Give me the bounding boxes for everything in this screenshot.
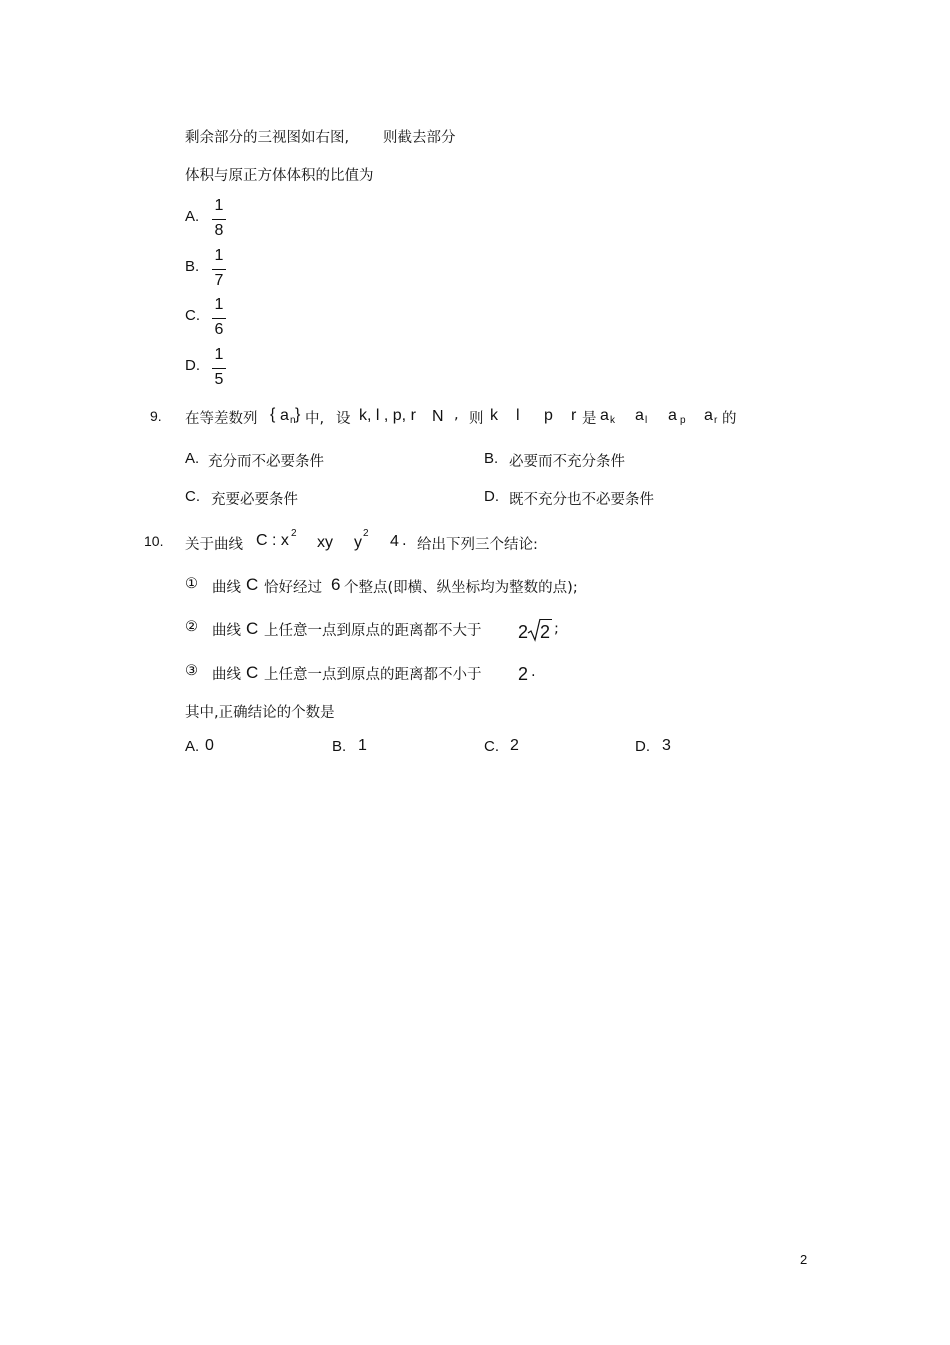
q8-text-line2: 体积与原正方体体积的比值为 bbox=[185, 168, 374, 184]
q10-conclusion1-C: C bbox=[246, 575, 259, 594]
q9-option-b-label: B. bbox=[484, 450, 499, 467]
q10-conclusion1-b: 恰好经过 bbox=[264, 580, 322, 596]
q10-text3: 给出下列三个结论: bbox=[417, 537, 538, 553]
q10-option-d-label: D. bbox=[635, 738, 650, 755]
q9-text7: 的 bbox=[722, 411, 737, 427]
q10-conclusion3-C: C bbox=[246, 663, 259, 682]
q9-sub-r: r bbox=[714, 415, 718, 426]
q9-sub-l: l bbox=[645, 415, 648, 426]
q8-option-b-label: B. bbox=[185, 258, 200, 275]
q10-conclusion2-mark: ② bbox=[185, 619, 198, 635]
q9-option-b-text: 必要而不充分条件 bbox=[509, 454, 625, 470]
q9-text2: 中, bbox=[305, 411, 325, 427]
q9-a-p: a bbox=[668, 407, 677, 424]
q10-option-c-value: 2 bbox=[510, 737, 519, 754]
q10-conclusion2-radicand: 2 bbox=[540, 622, 551, 642]
q9-seq-close: } bbox=[295, 406, 301, 423]
q9-vars: k, l , p, r bbox=[359, 407, 416, 424]
q10-option-d-value: 3 bbox=[662, 737, 671, 754]
q10-period: . bbox=[402, 533, 407, 549]
q10-conclusion1-six: 6 bbox=[331, 575, 341, 594]
page-number: 2 bbox=[800, 1252, 808, 1267]
q10-xy: xy bbox=[317, 534, 333, 551]
q10-conclusion3-val: 2 bbox=[518, 664, 529, 684]
q10-option-b-label: B. bbox=[332, 738, 347, 755]
q9-seq-a: a bbox=[280, 407, 289, 424]
q9-option-c-text: 充要必要条件 bbox=[211, 492, 298, 508]
q10-conclusion1-c: 个整点(即横、纵坐标均为整数的点); bbox=[344, 580, 578, 596]
q8-option-c-label: C. bbox=[185, 307, 200, 324]
fraction-denominator: 8 bbox=[214, 222, 224, 239]
q10-conclusion3-mark: ③ bbox=[185, 663, 198, 679]
q9-seq-open: { bbox=[270, 406, 276, 423]
q10-number: 10. bbox=[144, 533, 164, 549]
fraction-denominator: 7 bbox=[214, 272, 224, 289]
fraction-bar bbox=[212, 269, 226, 270]
q9-p: p bbox=[544, 407, 553, 424]
q9-set-N: N bbox=[432, 408, 444, 425]
q9-sub-k: k bbox=[610, 415, 615, 426]
q10-conclusion2-C: C bbox=[246, 619, 259, 638]
q9-a-l: a bbox=[635, 407, 644, 424]
q9-l: l bbox=[516, 407, 520, 424]
q10-text1: 关于曲线 bbox=[185, 537, 243, 553]
sqrt-sign-icon bbox=[527, 618, 541, 642]
q10-sup-x: 2 bbox=[291, 528, 297, 539]
q10-conclusion3-a: 曲线 bbox=[212, 667, 241, 683]
q10-option-a-label: A. bbox=[185, 738, 200, 755]
q10-conclusion3-end: . bbox=[531, 664, 536, 680]
fraction-numerator: 1 bbox=[214, 296, 224, 313]
q8-option-b-fraction bbox=[212, 248, 226, 291]
q10-conclusion2-a: 曲线 bbox=[212, 623, 241, 639]
q9-option-a-label: A. bbox=[185, 450, 200, 467]
q9-r: r bbox=[571, 407, 577, 424]
q10-conclusion2-b: 上任意一点到原点的距离都不大于 bbox=[264, 623, 482, 639]
q8-option-a-label: A. bbox=[185, 208, 200, 225]
q10-option-c-label: C. bbox=[484, 738, 499, 755]
q9-option-d-text: 既不充分也不必要条件 bbox=[509, 492, 654, 508]
q10-option-b-value: 1 bbox=[358, 737, 367, 754]
q10-conclusion1-a: 曲线 bbox=[212, 580, 241, 596]
q8-text-line1a: 剩余部分的三视图如右图, bbox=[185, 130, 350, 146]
q8-option-a-fraction bbox=[212, 198, 226, 241]
q9-sub-p: p bbox=[680, 415, 686, 426]
q8-option-d-fraction bbox=[212, 347, 226, 390]
fraction-bar bbox=[212, 219, 226, 220]
q9-seq-sub: n bbox=[290, 415, 296, 426]
q10-sup-y: 2 bbox=[363, 528, 369, 539]
q10-conclusion1-mark: ① bbox=[185, 576, 198, 592]
q9-text1: 在等差数列 bbox=[185, 411, 258, 427]
q10-option-a-value: 0 bbox=[205, 737, 214, 754]
q9-option-c-label: C. bbox=[185, 488, 200, 505]
q9-text6: 是 bbox=[582, 411, 597, 427]
q9-comma: , bbox=[454, 407, 459, 423]
fraction-denominator: 5 bbox=[214, 371, 224, 388]
fraction-numerator: 1 bbox=[214, 247, 224, 264]
q9-text3: 设 bbox=[336, 411, 351, 427]
q10-conclusion2-coef: 2 bbox=[518, 622, 529, 642]
sqrt-bar bbox=[540, 619, 552, 620]
q9-k: k bbox=[490, 407, 498, 424]
fraction-numerator: 1 bbox=[214, 346, 224, 363]
q8-text-line1b: 则截去部分 bbox=[383, 130, 456, 146]
fraction-numerator: 1 bbox=[214, 197, 224, 214]
q10-conclusion3-b: 上任意一点到原点的距离都不小于 bbox=[264, 667, 482, 683]
q9-text5: 则 bbox=[469, 411, 484, 427]
q10-summary: 其中,正确结论的个数是 bbox=[185, 705, 335, 721]
q9-number: 9. bbox=[150, 408, 162, 424]
q10-four: 4 bbox=[390, 533, 399, 550]
q10-y: y bbox=[354, 534, 362, 551]
q10-conclusion2-end: ; bbox=[554, 621, 559, 637]
fraction-bar bbox=[212, 368, 226, 369]
fraction-bar bbox=[212, 318, 226, 319]
q9-option-a-text: 充分而不必要条件 bbox=[208, 454, 324, 470]
fraction-denominator: 6 bbox=[214, 321, 224, 338]
q8-option-c-fraction bbox=[212, 297, 226, 340]
q8-option-d-label: D. bbox=[185, 357, 200, 374]
q9-a-k: a bbox=[600, 407, 609, 424]
q9-option-d-label: D. bbox=[484, 488, 499, 505]
q9-a-r: a bbox=[704, 407, 713, 424]
q10-curve: C : x bbox=[256, 532, 289, 549]
